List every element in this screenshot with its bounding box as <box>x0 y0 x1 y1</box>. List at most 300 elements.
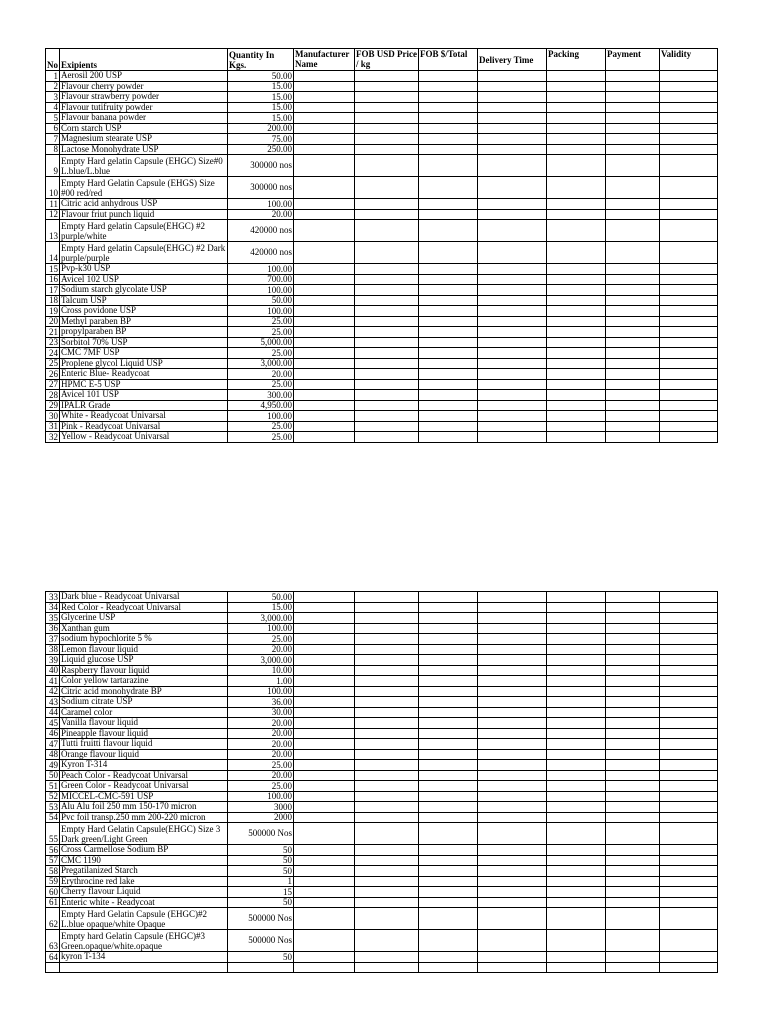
delivery-cell <box>478 802 547 813</box>
row-number: 24 <box>46 348 60 359</box>
table-row <box>46 728 718 739</box>
excipient-name: Corn starch USP <box>60 123 228 134</box>
fob-total-cell <box>419 866 478 877</box>
validity-cell <box>660 295 718 306</box>
packing-cell <box>547 665 606 676</box>
validity-cell <box>660 113 718 124</box>
table-row <box>46 952 718 963</box>
manufacturer-cell <box>294 855 355 866</box>
fob-price-cell <box>355 390 419 401</box>
payment-cell <box>606 81 660 92</box>
manufacturer-cell <box>294 81 355 92</box>
excipient-name: Caramel color <box>60 707 228 718</box>
delivery-cell <box>478 295 547 306</box>
manufacturer-cell <box>294 823 355 845</box>
fob-price-cell <box>355 760 419 771</box>
table-row <box>46 92 718 103</box>
quantity-cell: 420000 nos <box>228 220 294 242</box>
delivery-cell <box>478 348 547 359</box>
quantity-cell: 50.00 <box>228 592 294 603</box>
manufacturer-cell <box>294 264 355 275</box>
payment-cell <box>606 379 660 390</box>
payment-cell <box>606 845 660 856</box>
fob-total-cell <box>419 421 478 432</box>
row-number: 61 <box>46 897 60 908</box>
excipient-name: Alu Alu foil 250 mm 150-170 micron <box>60 802 228 813</box>
validity-cell <box>660 823 718 845</box>
delivery-cell <box>478 220 547 242</box>
manufacturer-cell <box>294 144 355 155</box>
validity-cell <box>660 71 718 82</box>
quantity-cell: 20.00 <box>228 749 294 760</box>
quantity-cell: 50 <box>228 845 294 856</box>
payment-cell <box>606 812 660 823</box>
quantity-cell: 3,000.00 <box>228 613 294 624</box>
row-number: 4 <box>46 102 60 113</box>
quantity-cell: 25.00 <box>228 316 294 327</box>
table-row <box>46 602 718 613</box>
table-row <box>46 802 718 813</box>
row-number: 13 <box>46 220 60 242</box>
quantity-cell: 15.00 <box>228 602 294 613</box>
validity-cell <box>660 845 718 856</box>
packing-cell <box>547 327 606 338</box>
row-number: 63 <box>46 930 60 952</box>
payment-cell <box>606 760 660 771</box>
fob-total-cell <box>419 71 478 82</box>
quantity-cell: 4,950.00 <box>228 400 294 411</box>
row-number: 32 <box>46 432 60 443</box>
fob-total-cell <box>419 102 478 113</box>
fob-price-cell <box>355 887 419 898</box>
row-number: 33 <box>46 592 60 603</box>
manufacturer-cell <box>294 707 355 718</box>
fob-price-cell <box>355 177 419 199</box>
fob-price-cell <box>355 908 419 930</box>
validity-cell <box>660 264 718 275</box>
payment-cell <box>606 327 660 338</box>
manufacturer-cell <box>294 876 355 887</box>
row-number: 52 <box>46 791 60 802</box>
validity-cell <box>660 739 718 750</box>
payment-cell <box>606 707 660 718</box>
packing-cell <box>547 92 606 103</box>
table-row <box>46 144 718 155</box>
row-number: 1 <box>46 71 60 82</box>
manufacturer-cell <box>294 749 355 760</box>
validity-cell <box>660 242 718 264</box>
packing-cell <box>547 623 606 634</box>
excipient-name: White - Readycoat Univarsal <box>60 411 228 422</box>
fob-total-cell <box>419 390 478 401</box>
quantity-cell: 20.00 <box>228 718 294 729</box>
quantity-cell: 25.00 <box>228 421 294 432</box>
manufacturer-cell <box>294 634 355 645</box>
fob-price-cell <box>355 930 419 952</box>
excipient-name: Sorbitol 70% USP <box>60 337 228 348</box>
fob-price-cell <box>355 199 419 210</box>
payment-cell <box>606 348 660 359</box>
packing-cell <box>547 411 606 422</box>
packing-cell <box>547 113 606 124</box>
packing-cell <box>547 781 606 792</box>
delivery-cell <box>478 855 547 866</box>
row-number: 35 <box>46 613 60 624</box>
delivery-cell <box>478 421 547 432</box>
validity-cell <box>660 962 718 972</box>
table-1-body <box>46 71 718 443</box>
validity-cell <box>660 802 718 813</box>
table-row <box>46 123 718 134</box>
fob-price-cell <box>355 220 419 242</box>
row-number: 7 <box>46 134 60 145</box>
row-number: 14 <box>46 242 60 264</box>
validity-cell <box>660 623 718 634</box>
row-number: 3 <box>46 92 60 103</box>
row-number: 9 <box>46 155 60 177</box>
delivery-cell <box>478 876 547 887</box>
quantity-cell: 50.00 <box>228 295 294 306</box>
row-number: 59 <box>46 876 60 887</box>
excipient-name: Liquid glucose USP <box>60 655 228 666</box>
packing-cell <box>547 908 606 930</box>
table-row <box>46 274 718 285</box>
excipient-name: HPMC E-5 USP <box>60 379 228 390</box>
manufacturer-cell <box>294 592 355 603</box>
payment-cell <box>606 718 660 729</box>
excipient-name: Cross povidone USP <box>60 306 228 317</box>
table-row <box>46 177 718 199</box>
quantity-cell: 2000 <box>228 812 294 823</box>
table-row <box>46 791 718 802</box>
quantity-cell: 1 <box>228 876 294 887</box>
manufacturer-cell <box>294 897 355 908</box>
manufacturer-cell <box>294 812 355 823</box>
delivery-cell <box>478 316 547 327</box>
delivery-cell <box>478 676 547 687</box>
manufacturer-cell <box>294 623 355 634</box>
fob-total-cell <box>419 887 478 898</box>
row-number: 45 <box>46 718 60 729</box>
excipient-name: Flavour banana powder <box>60 113 228 124</box>
payment-cell <box>606 411 660 422</box>
packing-cell <box>547 802 606 813</box>
packing-cell <box>547 770 606 781</box>
validity-cell <box>660 781 718 792</box>
fob-price-cell <box>355 791 419 802</box>
validity-cell <box>660 316 718 327</box>
fob-total-cell <box>419 634 478 645</box>
payment-cell <box>606 306 660 317</box>
validity-cell <box>660 876 718 887</box>
fob-price-cell <box>355 623 419 634</box>
excipients-table-2 <box>45 591 718 973</box>
header-fob-price: FOB USD Price / kg <box>356 49 417 69</box>
fob-price-cell <box>355 749 419 760</box>
validity-cell <box>660 369 718 380</box>
row-number: 47 <box>46 739 60 750</box>
validity-cell <box>660 770 718 781</box>
table-row <box>46 655 718 666</box>
validity-cell <box>660 379 718 390</box>
validity-cell <box>660 274 718 285</box>
quantity-cell: 300000 nos <box>228 155 294 177</box>
validity-cell <box>660 177 718 199</box>
fob-total-cell <box>419 930 478 952</box>
header-delivery-time: Delivery Time <box>478 49 547 71</box>
fob-total-cell <box>419 676 478 687</box>
table-row <box>46 908 718 930</box>
packing-cell <box>547 400 606 411</box>
delivery-cell <box>478 823 547 845</box>
payment-cell <box>606 123 660 134</box>
header-manufacturer: Manufacturer Name <box>294 49 355 71</box>
table-row <box>46 739 718 750</box>
table-row <box>46 113 718 124</box>
fob-total-cell <box>419 358 478 369</box>
quantity-cell: 20.00 <box>228 644 294 655</box>
fob-price-cell <box>355 71 419 82</box>
packing-cell <box>547 897 606 908</box>
payment-cell <box>606 686 660 697</box>
excipient-name: Xanthan gum <box>60 623 228 634</box>
table-row <box>46 845 718 856</box>
header-validity: Validity <box>660 49 718 71</box>
manufacturer-cell <box>294 155 355 177</box>
table-row <box>46 707 718 718</box>
fob-price-cell <box>355 306 419 317</box>
validity-cell <box>660 602 718 613</box>
table-row <box>46 411 718 422</box>
quantity-cell: 50.00 <box>228 71 294 82</box>
validity-cell <box>660 887 718 898</box>
table-row <box>46 665 718 676</box>
table-row <box>46 285 718 296</box>
table-row <box>46 316 718 327</box>
fob-total-cell <box>419 802 478 813</box>
delivery-cell <box>478 411 547 422</box>
fob-price-cell <box>355 421 419 432</box>
fob-price-cell <box>355 379 419 390</box>
delivery-cell <box>478 791 547 802</box>
row-number: 51 <box>46 781 60 792</box>
delivery-cell <box>478 665 547 676</box>
manufacturer-cell <box>294 697 355 708</box>
row-number: 37 <box>46 634 60 645</box>
fob-total-cell <box>419 123 478 134</box>
delivery-cell <box>478 134 547 145</box>
table-row <box>46 781 718 792</box>
validity-cell <box>660 930 718 952</box>
packing-cell <box>547 962 606 972</box>
row-number: 48 <box>46 749 60 760</box>
validity-cell <box>660 155 718 177</box>
validity-cell <box>660 81 718 92</box>
fob-total-cell <box>419 264 478 275</box>
validity-cell <box>660 665 718 676</box>
excipient-name: Flavour cherry powder <box>60 81 228 92</box>
fob-total-cell <box>419 209 478 220</box>
manufacturer-cell <box>294 930 355 952</box>
row-number: 25 <box>46 358 60 369</box>
excipient-name: Flavour tutifruity powder <box>60 102 228 113</box>
fob-total-cell <box>419 739 478 750</box>
table-row <box>46 686 718 697</box>
packing-cell <box>547 369 606 380</box>
quantity-cell: 3000 <box>228 802 294 813</box>
fob-price-cell <box>355 209 419 220</box>
fob-price-cell <box>355 81 419 92</box>
table-row <box>46 209 718 220</box>
fob-total-cell <box>419 242 478 264</box>
row-number <box>46 962 60 972</box>
quantity-cell: 100.00 <box>228 791 294 802</box>
row-number: 30 <box>46 411 60 422</box>
manufacturer-cell <box>294 134 355 145</box>
packing-cell <box>547 749 606 760</box>
excipient-name: Lactose Monohydrate USP <box>60 144 228 155</box>
fob-total-cell <box>419 908 478 930</box>
quantity-cell: 500000 Nos <box>228 908 294 930</box>
quantity-cell: 500000 Nos <box>228 930 294 952</box>
excipient-name: Flavour friut punch liquid <box>60 209 228 220</box>
fob-total-cell <box>419 327 478 338</box>
fob-price-cell <box>355 613 419 624</box>
excipient-name: Avicel 101 USP <box>60 390 228 401</box>
fob-total-cell <box>419 770 478 781</box>
fob-total-cell <box>419 306 478 317</box>
excipient-name: Avicel 102 USP <box>60 274 228 285</box>
payment-cell <box>606 855 660 866</box>
packing-cell <box>547 930 606 952</box>
payment-cell <box>606 697 660 708</box>
packing-cell <box>547 791 606 802</box>
packing-cell <box>547 209 606 220</box>
header-row <box>46 49 718 71</box>
excipient-name: CMC 1190 <box>60 855 228 866</box>
row-number: 43 <box>46 697 60 708</box>
fob-total-cell <box>419 92 478 103</box>
quantity-cell: 25.00 <box>228 760 294 771</box>
manufacturer-cell <box>294 220 355 242</box>
excipient-name: IPALR Grade <box>60 400 228 411</box>
payment-cell <box>606 655 660 666</box>
row-number: 10 <box>46 177 60 199</box>
excipient-name: Empty Hard Gelatin Capsule (EHGS) Size #00 red/red <box>60 177 228 199</box>
row-number: 56 <box>46 845 60 856</box>
fob-price-cell <box>355 739 419 750</box>
payment-cell <box>606 676 660 687</box>
excipients-table-1 <box>45 48 718 443</box>
delivery-cell <box>478 760 547 771</box>
packing-cell <box>547 855 606 866</box>
table-row <box>46 199 718 210</box>
excipient-name: Methyl paraben BP <box>60 316 228 327</box>
fob-total-cell <box>419 623 478 634</box>
fob-total-cell <box>419 760 478 771</box>
manufacturer-cell <box>294 676 355 687</box>
fob-total-cell <box>419 81 478 92</box>
validity-cell <box>660 897 718 908</box>
payment-cell <box>606 369 660 380</box>
table-row <box>46 102 718 113</box>
fob-total-cell <box>419 400 478 411</box>
delivery-cell <box>478 274 547 285</box>
quantity-cell <box>228 962 294 972</box>
quantity-cell: 100.00 <box>228 199 294 210</box>
payment-cell <box>606 781 660 792</box>
excipient-name: Lemon flavour liquid <box>60 644 228 655</box>
quantity-cell: 50 <box>228 855 294 866</box>
validity-cell <box>660 209 718 220</box>
row-number: 41 <box>46 676 60 687</box>
quantity-cell: 25.00 <box>228 634 294 645</box>
packing-cell <box>547 707 606 718</box>
quantity-cell: 700.00 <box>228 274 294 285</box>
fob-price-cell <box>355 876 419 887</box>
table-row <box>46 930 718 952</box>
fob-price-cell <box>355 697 419 708</box>
packing-cell <box>547 592 606 603</box>
packing-cell <box>547 134 606 145</box>
table-row <box>46 295 718 306</box>
fob-total-cell <box>419 952 478 963</box>
quantity-cell: 25.00 <box>228 379 294 390</box>
manufacturer-cell <box>294 209 355 220</box>
row-number: 64 <box>46 952 60 963</box>
manufacturer-cell <box>294 718 355 729</box>
table-row <box>46 812 718 823</box>
table-row <box>46 760 718 771</box>
fob-total-cell <box>419 855 478 866</box>
fob-price-cell <box>355 155 419 177</box>
quantity-cell: 25.00 <box>228 348 294 359</box>
row-number: 6 <box>46 123 60 134</box>
packing-cell <box>547 71 606 82</box>
table-row <box>46 400 718 411</box>
fob-price-cell <box>355 644 419 655</box>
quantity-cell: 36.00 <box>228 697 294 708</box>
fob-total-cell <box>419 823 478 845</box>
fob-price-cell <box>355 845 419 856</box>
fob-total-cell <box>419 337 478 348</box>
excipient-name: Empty hard Gelatin Capsule (EHGC)#3 Green.opaque/white.opaque <box>60 930 228 952</box>
packing-cell <box>547 644 606 655</box>
manufacturer-cell <box>294 199 355 210</box>
quantity-cell: 30.00 <box>228 707 294 718</box>
validity-cell <box>660 686 718 697</box>
payment-cell <box>606 92 660 103</box>
validity-cell <box>660 421 718 432</box>
table-row <box>46 592 718 603</box>
manufacturer-cell <box>294 113 355 124</box>
table-row <box>46 134 718 145</box>
row-number: 44 <box>46 707 60 718</box>
manufacturer-cell <box>294 242 355 264</box>
table-row <box>46 697 718 708</box>
fob-total-cell <box>419 316 478 327</box>
validity-cell <box>660 199 718 210</box>
excipient-name <box>60 962 228 972</box>
excipient-name: kyron T-134 <box>60 952 228 963</box>
quantity-cell: 25.00 <box>228 781 294 792</box>
row-number: 46 <box>46 728 60 739</box>
fob-price-cell <box>355 866 419 877</box>
excipient-name: Pvc foil transp.250 mm 200-220 micron <box>60 812 228 823</box>
fob-total-cell <box>419 728 478 739</box>
packing-cell <box>547 634 606 645</box>
quantity-cell: 3,000.00 <box>228 358 294 369</box>
